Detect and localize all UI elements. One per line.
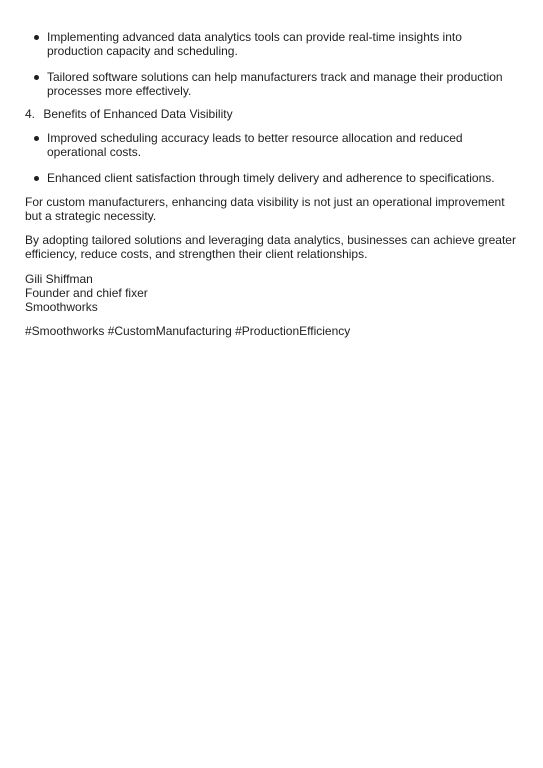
- list-item-text: Tailored software solutions can help manufacturers track and manage their production processes more effectively.: [47, 70, 503, 98]
- list-item: [47, 30, 517, 58]
- list-item: [47, 171, 517, 185]
- paragraph: For custom manufacturers, enhancing data visibility is not just an operational improvement but a strategic necessity.: [25, 195, 505, 223]
- paragraph: By adopting tailored solutions and leveraging data analytics, businesses can achieve greater efficiency, reduce costs, and strengthen their client relationships.: [25, 233, 516, 261]
- list-item: [47, 70, 517, 98]
- bullet-icon: [34, 75, 39, 80]
- list-item: [47, 131, 517, 159]
- hashtags: #Smoothworks #CustomManufacturing #ProductionEfficiency: [25, 324, 351, 338]
- list-item-text: Improved scheduling accuracy leads to better resource allocation and reduced operational costs.: [47, 131, 463, 159]
- signature-role: Founder and chief fixer: [25, 286, 148, 300]
- section-heading: [25, 107, 233, 121]
- bullet-icon: [34, 136, 39, 141]
- list-item-text: Implementing advanced data analytics tools can provide real-time insights into production capacity and scheduling.: [47, 30, 462, 58]
- signature-company: Smoothworks: [25, 300, 98, 314]
- section-number: 4.: [25, 107, 36, 121]
- bullet-icon: [34, 35, 39, 40]
- signature-block: [25, 272, 520, 314]
- section-title: Benefits of Enhanced Data Visibility: [43, 107, 233, 121]
- signature-name: Gili Shiffman: [25, 272, 93, 286]
- bullet-icon: [34, 176, 39, 181]
- list-item-text: Enhanced client satisfaction through timely delivery and adherence to specifications.: [47, 171, 495, 185]
